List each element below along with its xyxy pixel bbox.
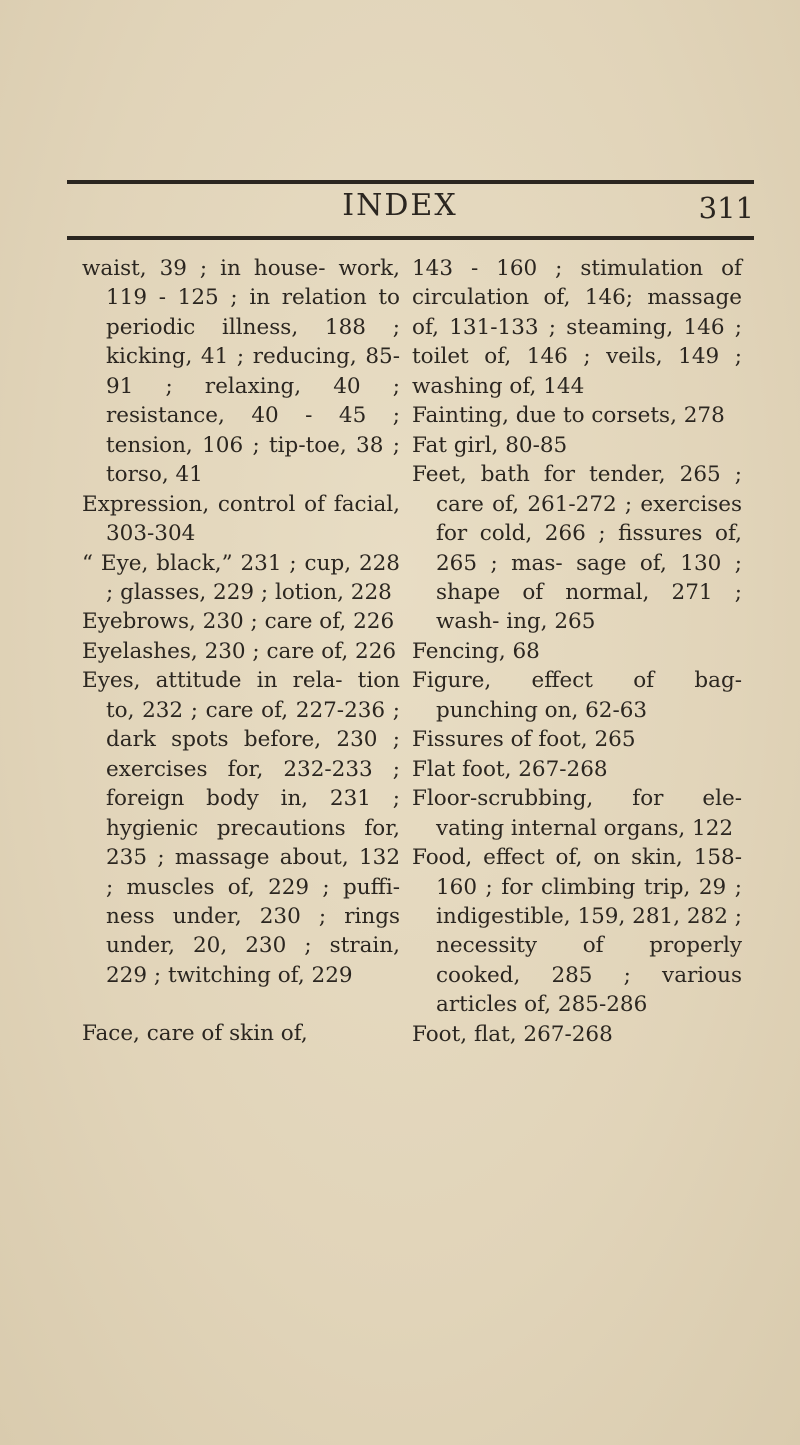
index-entry: Eyes, attitude in rela- tion to, 232 ; care of, 227-236 ; dark spots before, 230 ; exercises for, 232-233 ; foreign body in, 231 ; hygienic precautions for, 235 ; massage about, 132 ; muscles of, 229 ; puffi- ness under, 230 ; rings under, 20, 230 ; strain, 229 ; twitching of, 229 — [82, 668, 400, 988]
index-column-left — [82, 254, 400, 1049]
index-entry: Face, care of skin of, — [82, 1021, 308, 1047]
index-entry: Figure, effect of bag- punching on, 62-63 — [412, 668, 742, 723]
index-entry: Expression, control of facial, 303-304 — [82, 491, 400, 547]
index-entry: Floor-scrubbing, for ele- vating internal organs, 122 — [412, 786, 742, 841]
index-entry: Fainting, due to corsets, 278 — [412, 403, 725, 429]
index-entry: Feet, bath for tender, 265 ; care of, 261-272 ; exercises for cold, 266 ; fissures of, 265 ; mas- sage of, 130 ; shape of normal, 271 ; wash- ing, 265 — [412, 462, 742, 635]
index-entry: Eyebrows, 230 ; care of, 226 — [82, 609, 395, 635]
index-entry: “ Eye, black,” 231 ; cup, 228 ; glasses, 229 ; lotion, 228 — [82, 550, 400, 605]
index-entry: Fat girl, 80-85 — [412, 432, 568, 458]
index-entry-continued: 143 - 160 ; stimulation of circulation of, 146; massage of, 131-133 ; steaming, 146 ; toilet of, 146 ; veils, 149 ; washing of, 144 — [412, 256, 742, 399]
header-rule-bottom — [67, 236, 754, 240]
index-entry: Food, effect of, on skin, 158-160 ; for climbing trip, 29 ; indigestible, 159, 281, 282 ; necessity of properly cooked, 285 ; various articles of, 285-286 — [412, 845, 742, 1018]
index-entry: Fencing, 68 — [412, 638, 540, 664]
header-rule-top — [67, 180, 754, 184]
index-column-right — [412, 254, 742, 1049]
index-entry: Foot, flat, 267-268 — [412, 1021, 613, 1047]
page-title: INDEX — [342, 188, 458, 223]
index-entry: waist, 39 ; in house- work, 119 - 125 ; in relation to periodic illness, 188 ; kicking, 41 ; reducing, 85- 91 ; relaxing, 40 ; resistance, 40 - 45 ; tension, 106 ; tip-toe, 38 ; torso, 41 — [82, 256, 400, 488]
index-entry: Flat foot, 267-268 — [412, 756, 608, 782]
index-entry: Eyelashes, 230 ; care of, 226 — [82, 638, 397, 664]
page-number: 311 — [698, 191, 754, 225]
index-entry: Fissures of foot, 265 — [412, 727, 636, 753]
